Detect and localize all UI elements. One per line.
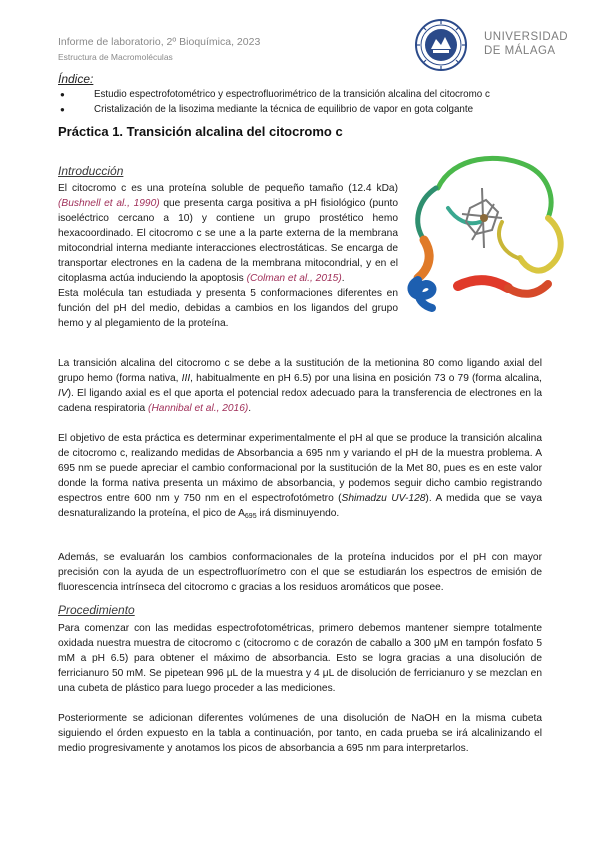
intro-paragraph-1 xyxy=(58,181,398,331)
toc-list xyxy=(58,87,558,117)
citation-link[interactable]: (Colman et al., 2015) xyxy=(246,273,342,284)
text-run: ). A medida que se vaya desnaturalizando la proteína, el pico de A xyxy=(58,493,543,519)
toc-title: Índice: xyxy=(58,72,94,86)
text-run: . xyxy=(341,273,345,284)
bullet-icon: ● xyxy=(60,90,65,99)
course-name: Estructura de Macromoléculas xyxy=(58,52,173,62)
intro-heading: Introducción xyxy=(58,164,124,178)
citation-link[interactable]: (Hannibal et al., 2016) xyxy=(148,403,249,414)
university-seal-icon xyxy=(414,18,468,72)
text-run: El citocromo c es una proteína soluble de pequeño tamaño (12.4 kDa) xyxy=(58,183,398,194)
text-run: irá disminuyendo. xyxy=(256,508,340,519)
text-run: . xyxy=(248,403,252,414)
intro-paragraph-4 xyxy=(58,431,542,524)
citation-link[interactable]: (Bushnell et al., 1990) xyxy=(58,198,160,209)
text-run: 695 xyxy=(244,513,257,520)
intro-paragraph-2: Esta molécula tan estudiada y presenta 5 conformaciones diferentes en función del pH del medio, debidas a cambios en los ligandos del grupo hemo y al plegamiento de la proteína. xyxy=(58,288,398,329)
text-run: que presenta carga positiva a pH fisiológico (punto isoeléctrico cercano a 10) y contiene un grupo prostético hemo hexacoordinado. El citocromo c se une a la parte externa de la membrana mitocondrial interna mediante interacciones electrostáticas. Se encarga de transportar electrones en la cadena de la membrana mitocondrial, y en el citoplasma actúa induciendo la apoptosis xyxy=(58,198,399,284)
intro-paragraph-5 xyxy=(58,550,542,595)
toc-item-label: Cristalización de la lisozima mediante la técnica de equilibrio de vapor en gota colgante xyxy=(94,104,474,115)
text-run: La transición alcalina del citocromo c se debe a la sustitución de la metionina 80 como ligando axial del grupo hemo (forma nativa, xyxy=(58,358,542,384)
toc-item-label: Estudio espectrofotométrico y espectrofluorimétrico de la transición alcalina del citocromo c xyxy=(94,89,490,100)
procedure-paragraph-1 xyxy=(58,621,542,696)
toc-item[interactable] xyxy=(58,87,558,102)
university-name xyxy=(484,30,568,58)
university-name-line1: UNIVERSIDAD xyxy=(484,31,569,43)
text-run: III xyxy=(181,373,191,384)
text-run: Para comenzar con las medidas espectrofotométricas, primero debemos mantener siempre totalmente oxidada nuestra muestra de citocromo c (citocromo c de corazón de caballo a 300 μM en tampón fosfato 5 mM a pH 6.5) para obtener el máximo de absorbancia. Esto se logra gracias a una disolución de ferricianuro 50 mM. Se pipetean 996 μL de la muestra y 4 μL de disolución de ferricianuro y se mezclan en una cubeta de plástico para luego proceder a las mediciones. xyxy=(58,623,542,694)
university-name-line2: DE MÁLAGA xyxy=(484,45,556,57)
bullet-icon: ● xyxy=(60,105,65,114)
toc-item[interactable] xyxy=(58,102,558,117)
text-run: Posteriormente se adicionan diferentes volúmenes de una disolución de NaOH en la misma cubeta siguiendo el órden expuesto en la tabla a continuación, por tanto, en cada prueba se irá alcalinizando el medio progresivamente y anotamos los picos de absorbancia a 695 nm para interpretarlos. xyxy=(58,713,542,754)
text-run: Además, se evaluarán los cambios conformacionales de la proteína inducidos por el pH con mayor precisión con la ayuda de un espectrofluorímetro con el que se estudiarán los espectros de emisión de fluorescencia intrínseca del citocromo c gracias a los residuos aromáticos que posee. xyxy=(58,552,542,593)
procedure-paragraph-2 xyxy=(58,711,542,756)
section-title: Práctica 1. Transición alcalina del citocromo c xyxy=(58,124,343,139)
university-logo xyxy=(414,18,569,66)
cytochrome-c-structure-image xyxy=(398,148,570,316)
text-run: ). El ligando axial es el que aporta el potencial redox adecuado para la transferencia de electrones en la cadena respiratoria xyxy=(58,388,542,414)
text-run: IV xyxy=(58,388,68,399)
report-title: Informe de laboratorio, 2º Bioquímica, 2023 xyxy=(58,36,261,48)
text-run: , habitualmente en pH 6.5) por una lisina en posición 73 o 79 (forma alcalina, xyxy=(190,373,542,384)
intro-paragraph-3 xyxy=(58,356,542,416)
text-run: Shimadzu UV-128 xyxy=(341,493,426,504)
text-run: El objetivo de esta práctica es determinar experimentalmente el pH al que se produce la transición alcalina de citocromo c, realizando medidas de Absorbancia a 695 nm y variando el pH de la muestra problema. A 695 nm se puede apreciar el cambio conformacional por la sustitución de la Met 80, pues es en este valor donde la forma nativa presenta un máximo de absorbancia, y podemos seguir dicho cambio registrando espectros entre 600 nm y 750 nm en el espectrofotómetro ( xyxy=(58,433,542,504)
procedure-heading: Procedimiento xyxy=(58,603,135,617)
